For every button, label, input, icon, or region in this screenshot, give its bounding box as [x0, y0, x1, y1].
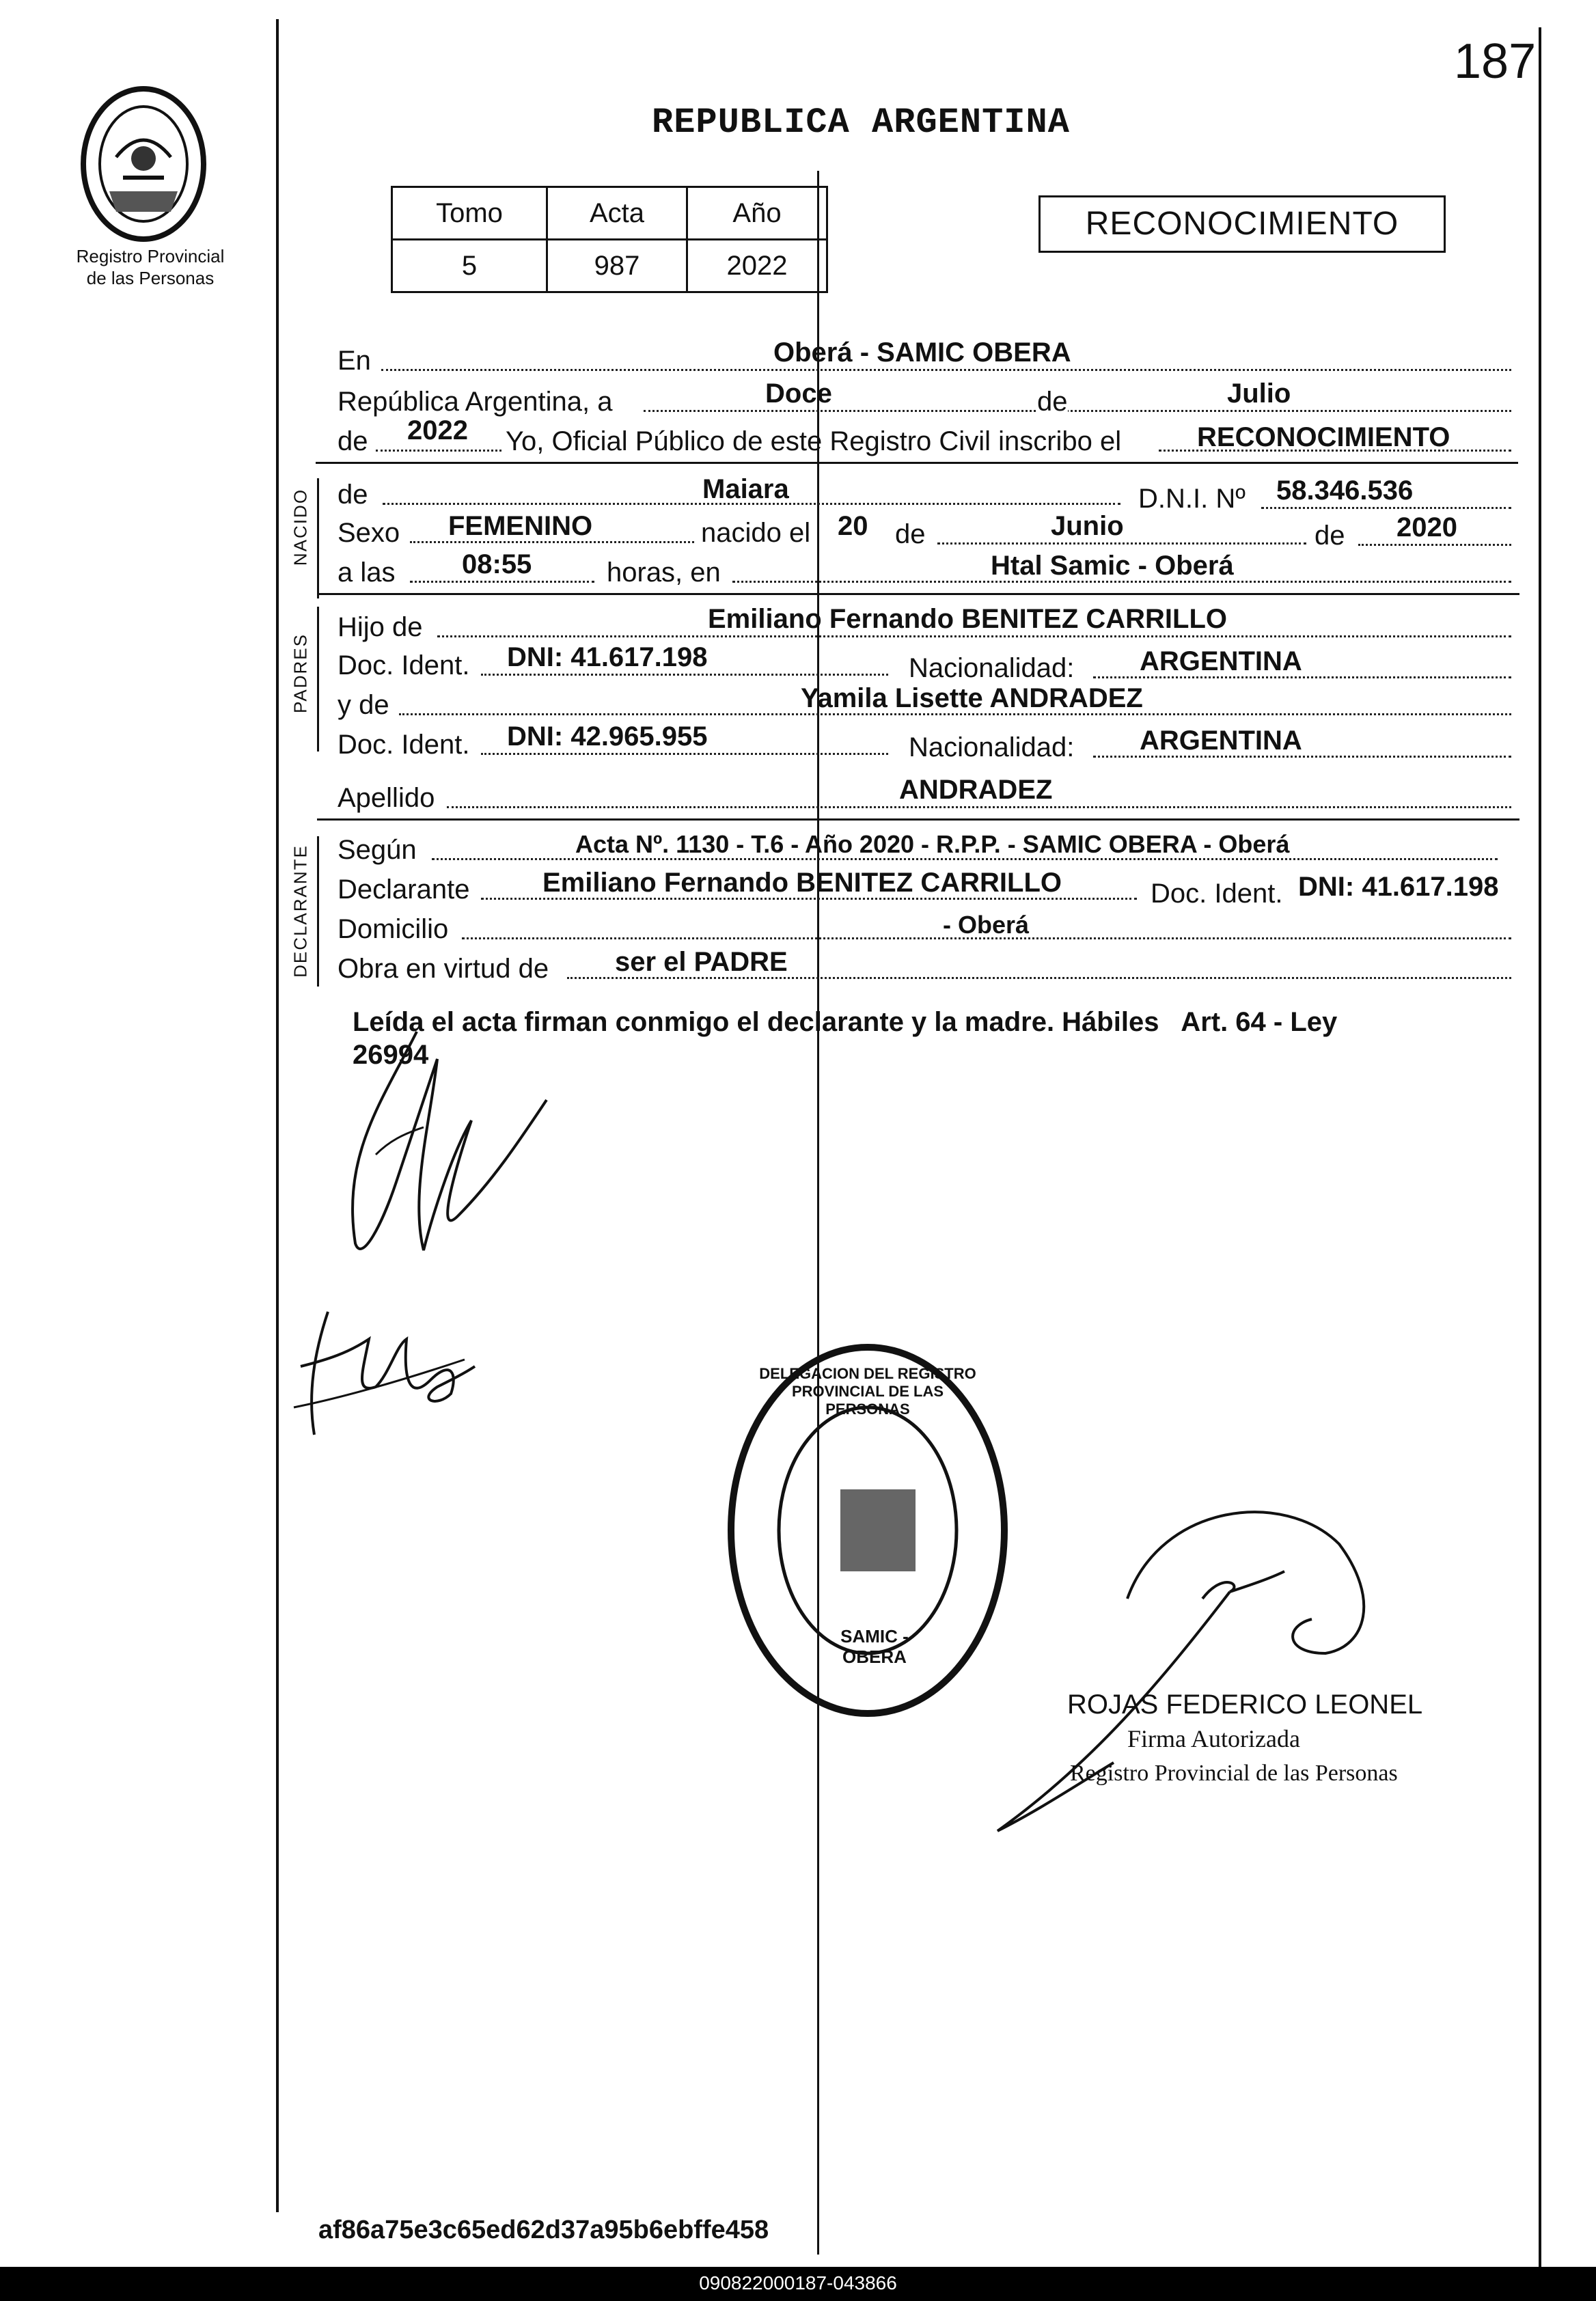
- y-de-label: y de: [338, 690, 389, 720]
- acta-header: Acta: [547, 187, 687, 240]
- declarant-signature: [314, 1018, 560, 1278]
- birth-year-value: 2020: [1396, 512, 1457, 542]
- nacido-de-year-label: de: [1315, 521, 1345, 551]
- declarante-side-label: DECLARANTE: [290, 844, 311, 978]
- segun-label: Según: [338, 835, 417, 865]
- declarante-dots: [481, 898, 1137, 900]
- de-month-label: de: [1037, 387, 1068, 417]
- official-name: ROJAS FEDERICO LEONEL: [1067, 1690, 1423, 1720]
- year-value: 2022: [407, 415, 468, 445]
- page-number: 187: [1454, 34, 1537, 89]
- obra-dots: [567, 977, 1511, 979]
- domicilio-label: Domicilio: [338, 914, 449, 944]
- apellido-label: Apellido: [338, 783, 435, 813]
- ano-header: Año: [687, 187, 827, 240]
- closing-line-1: Leída el acta firman conmigo el declarante y la madre. Hábiles Art. 64 - Ley: [353, 1007, 1338, 1037]
- padres-side-label: PADRES: [290, 633, 311, 713]
- logo-caption-line2: de las Personas: [86, 268, 215, 288]
- acta-value: 987: [547, 240, 687, 292]
- horas-label: horas, en: [607, 557, 721, 588]
- mother-dots: [399, 713, 1511, 715]
- left-margin-rule: [276, 19, 279, 2212]
- time-dots: [410, 581, 594, 583]
- mother-name-value: Yamila Lisette ANDRADEZ: [801, 683, 1143, 713]
- en-label: En: [338, 346, 371, 376]
- center-fold-line: [817, 171, 819, 2255]
- mother-doc-label: Doc. Ident.: [338, 730, 470, 760]
- logo-caption-line1: Registro Provincial: [76, 246, 225, 266]
- child-name-value: Maiara: [702, 474, 789, 504]
- intro-separator: [316, 462, 1518, 464]
- sexo-dots: [410, 541, 694, 543]
- padres-bracket: [317, 607, 319, 752]
- mother-nat-label: Nacionalidad:: [909, 732, 1075, 762]
- child-dni-value: 58.346.536: [1276, 476, 1414, 506]
- nacido-separator: [317, 593, 1519, 595]
- de-year-label: de: [338, 426, 368, 456]
- father-name-value: Emiliano Fernando BENITEZ CARRILLO: [708, 604, 1228, 634]
- tomo-acta-ano-table: [391, 186, 828, 293]
- dni-dots: [1261, 507, 1511, 509]
- father-doc-value: DNI: 41.617.198: [507, 642, 708, 672]
- segun-value: Acta Nº. 1130 - T.6 - Año 2020 - R.P.P. - SAMIC OBERA - Oberá: [575, 830, 1290, 858]
- en-dots: [381, 369, 1511, 371]
- nacido-el-label: nacido el: [701, 518, 811, 548]
- declarante-bracket: [317, 836, 319, 987]
- republica-label: República Argentina, a: [338, 387, 613, 417]
- nacido-de-month-label: de: [895, 519, 926, 549]
- hijo-de-label: Hijo de: [338, 612, 423, 642]
- obra-label: Obra en virtud de: [338, 954, 549, 984]
- apellido-value: ANDRADEZ: [899, 775, 1053, 805]
- footer-code: 090822000187-043866: [699, 2272, 897, 2293]
- sexo-label: Sexo: [338, 518, 400, 548]
- official-organization: Registro Provincial de las Personas: [1070, 1761, 1398, 1786]
- year-dots: [376, 450, 501, 452]
- father-nat-dots: [1093, 676, 1511, 678]
- apellido-separator: [317, 818, 1519, 821]
- republica-dots: [644, 410, 1511, 412]
- right-margin-rule: [1539, 27, 1541, 2268]
- act-type-box: RECONOCIMIENTO: [1038, 195, 1446, 253]
- mother-nat-value: ARGENTINA: [1140, 726, 1302, 756]
- domicilio-value: - Oberá: [943, 911, 1030, 939]
- official-signature: [984, 1489, 1421, 1845]
- closing-line-2: 26994: [353, 1040, 429, 1070]
- father-nat-label: Nacionalidad:: [909, 653, 1075, 683]
- provincial-seal-logo: [75, 82, 212, 246]
- nacido-side-label: NACIDO: [290, 488, 311, 566]
- father-dots: [437, 635, 1511, 637]
- mother-signature: [287, 1298, 478, 1448]
- nacido-de-label: de: [338, 480, 368, 510]
- provincia-misiones-seal-icon: [75, 82, 212, 246]
- birth-day-value: 20: [838, 511, 868, 541]
- declarante-name-value: Emiliano Fernando BENITEZ CARRILLO: [542, 868, 1062, 898]
- declarante-doc-label: Doc. Ident.: [1151, 879, 1283, 909]
- declarante-doc-value: DNI: 41.617.198: [1298, 872, 1499, 902]
- father-doc-label: Doc. Ident.: [338, 650, 470, 680]
- birth-place-value: Htal Samic - Oberá: [991, 551, 1234, 581]
- apellido-dots: [447, 806, 1511, 808]
- document-hash: af86a75e3c65ed62d37a95b6ebffe458: [318, 2216, 769, 2244]
- tomo-value: 5: [392, 240, 547, 292]
- ano-value: 2022: [687, 240, 827, 292]
- sexo-value: FEMENINO: [448, 511, 593, 541]
- stamp-inner-text: SAMIC - OBERA: [840, 1626, 909, 1667]
- mother-doc-dots: [481, 753, 888, 755]
- stamp-outer-text: DELEGACION DEL REGISTRO PROVINCIAL DE LAS PERSONAS: [759, 1365, 976, 1418]
- birth-time-value: 08:55: [462, 549, 532, 579]
- place-dots: [732, 581, 1511, 583]
- day-value: Doce: [765, 378, 832, 409]
- inscribe-value: RECONOCIMIENTO: [1197, 422, 1450, 452]
- father-doc-dots: [481, 674, 888, 676]
- birth-month-value: Junio: [1051, 511, 1124, 541]
- birth-year-dots: [1358, 544, 1511, 546]
- official-role: Firma Autorizada: [1127, 1725, 1300, 1752]
- father-nat-value: ARGENTINA: [1140, 646, 1302, 676]
- obra-value: ser el PADRE: [615, 947, 788, 977]
- declarante-label: Declarante: [338, 874, 470, 905]
- alas-label: a las: [338, 557, 396, 588]
- month-value: Julio: [1227, 378, 1291, 409]
- yo-text: Yo, Oficial Público de este Registro Civil inscribo el: [506, 426, 1122, 456]
- birth-month-dots: [937, 542, 1306, 545]
- mother-nat-dots: [1093, 756, 1511, 758]
- nacido-bracket: [317, 478, 319, 598]
- en-value: Oberá - SAMIC OBERA: [773, 337, 1071, 368]
- tomo-header: Tomo: [392, 187, 547, 240]
- mother-doc-value: DNI: 42.965.955: [507, 721, 708, 752]
- dni-label: D.N.I. Nº: [1138, 484, 1246, 514]
- document-title: REPUBLICA ARGENTINA: [652, 102, 1070, 143]
